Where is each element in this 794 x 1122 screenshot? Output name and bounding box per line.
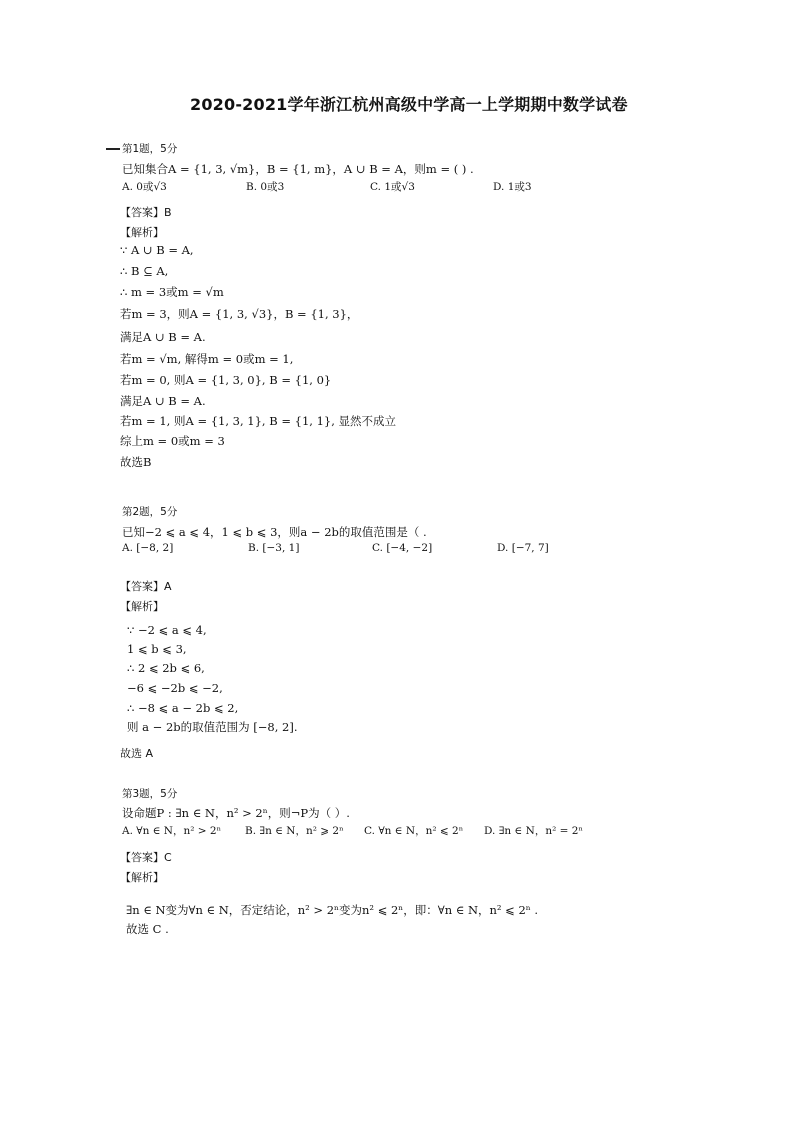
q2-answer: A [164,580,172,593]
q2-analysis-line: ∴ 2 ⩽ 2b ⩽ 6, [127,661,205,675]
q2-analysis-tag: 【解析】 [120,600,164,613]
q1-answer-line [120,204,172,220]
q2-option-a: A. [−8, 2] [122,542,174,554]
q2-conclusion: 故选 A [120,747,154,760]
q3-option-d: D. ∃n ∈ N，n² = 2ⁿ [484,825,583,837]
q1-stem: 已知集合A = {1, 3, √m}，B = {1, m}，A ∪ B = A，则m = ( ) . [122,162,474,176]
q3-analysis-line: 故选 C . [126,922,169,936]
q3-option-a: A. ∀n ∈ N，n² > 2ⁿ [122,825,222,837]
q3-header: 第3题，5分 [122,788,178,800]
q1-option-a: A. 0或√3 [122,181,167,193]
q1-analysis-tag: 【解析】 [120,226,164,239]
q1-analysis-line: 综上m = 0或m = 3 [120,434,225,448]
q1-option-d: D. 1或3 [493,181,532,193]
answer-tag: 【答案】 [120,580,164,593]
q3-answer-line [120,849,172,865]
q3-option-c: C. ∀n ∈ N，n² ⩽ 2ⁿ [364,825,464,837]
q3-answer: C [164,851,172,864]
q3-stem: 设命题P : ∃n ∈ N，n² > 2ⁿ，则¬P为（ ）. [122,806,350,820]
q3-option-b: B. ∃n ∈ N，n² ⩾ 2ⁿ [245,825,344,837]
q2-option-c: C. [−4, −2] [372,542,433,554]
q1-answer: B [164,206,172,219]
q1-analysis-line: ∵ A ∪ B = A, [120,243,194,257]
section-marker [106,148,120,150]
q2-analysis-line: ∵ −2 ⩽ a ⩽ 4, [127,623,207,637]
q1-analysis-line: ∴ B ⊆ A, [120,264,169,278]
q3-analysis-tag: 【解析】 [120,871,164,884]
q1-analysis-line: 故选B [120,455,152,469]
q3-analysis-line: ∃n ∈ N变为∀n ∈ N，否定结论，n² > 2ⁿ变为n² ⩽ 2ⁿ，即：∀n ∈ N，n² ⩽ 2ⁿ . [126,903,539,917]
q1-analysis-line: 若m = 1, 则A = {1, 3, 1}, B = {1, 1}, 显然不成立 [120,414,397,428]
answer-tag: 【答案】 [120,851,164,864]
q2-option-d: D. [−7, 7] [497,542,549,554]
q2-stem: 已知−2 ⩽ a ⩽ 4，1 ⩽ b ⩽ 3，则a − 2b的取值范围是（ . [122,525,427,539]
q1-analysis-line: 若m = √m, 解得m = 0或m = 1, [120,352,294,366]
q2-analysis-line: 则 a − 2b的取值范围为 [−8, 2]. [127,720,298,734]
q1-header: 第1题，5分 [122,143,178,155]
page-title: 2020-2021学年浙江杭州高级中学高一上学期期中数学试卷 [190,95,628,114]
q2-option-b: B. [−3, 1] [248,542,300,554]
answer-tag: 【答案】 [120,206,164,219]
q2-analysis-line: −6 ⩽ −2b ⩽ −2, [127,681,223,695]
q1-option-b: B. 0或3 [246,181,285,193]
q2-header: 第2题，5分 [122,506,178,518]
q2-analysis-line: 1 ⩽ b ⩽ 3, [127,642,187,656]
q1-analysis-line: ∴ m = 3或m = √m [120,285,224,299]
q1-analysis-line: 满足A ∪ B = A. [120,330,206,344]
q2-answer-line [120,578,172,594]
q1-option-c: C. 1或√3 [370,181,415,193]
q2-analysis-line: ∴ −8 ⩽ a − 2b ⩽ 2, [127,701,239,715]
q1-analysis-line: 若m = 0, 则A = {1, 3, 0}, B = {1, 0} [120,373,332,387]
q1-analysis-line: 若m = 3，则A = {1, 3, √3}，B = {1, 3}， [120,307,359,321]
q1-analysis-line: 满足A ∪ B = A. [120,394,206,408]
